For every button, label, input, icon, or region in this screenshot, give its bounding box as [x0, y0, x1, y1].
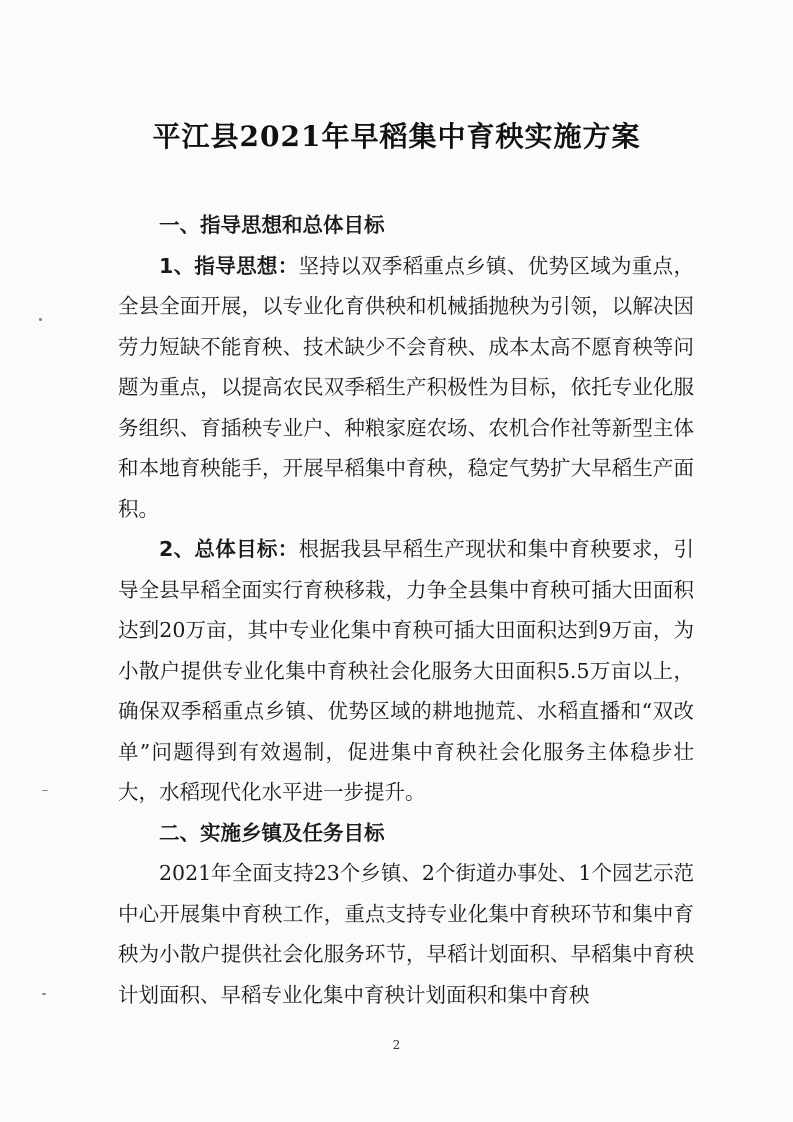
paragraph-lead: 1、指导思想：: [159, 253, 299, 278]
paragraph-implementation: 2021年全面支持23个乡镇、2个街道办事处、1个园艺示范中心开展集中育秧工作，重点支持专业化集中育秧环节和集中育秧为小散户提供社会化服务环节，早稻计划面积、早稻集中育秧计划面积、早稻专业化集中育秧计划面积和集中育秧: [118, 861, 694, 1007]
scan-mark: [42, 993, 46, 995]
scan-mark: [42, 790, 48, 791]
document-body: [118, 205, 694, 1015]
section-heading-1: 一、指导思想和总体目标: [159, 213, 385, 237]
paragraph-text: 坚持以双季稻重点乡镇、优势区域为重点，全县全面开展，以专业化育供秧和机械插抛秧为引领，以解决因劳力短缺不能育秧、技术缺少不会育秧、成本太高不愿育秧等问题为重点，以提高农民双季稻生产积极性为目标，依托专业化服务组织、育插秧专业户、种粮家庭农场、农机合作社等新型主体和本地育秧能手，开展早稻集中育秧，稳定气势扩大早稻生产面积。: [118, 253, 695, 521]
document-title: 平江县2021年早稻集中育秧实施方案: [152, 120, 641, 153]
paragraph-lead: 2、总体目标：: [159, 537, 299, 561]
paragraph-text: 根据我县早稻生产现状和集中育秧要求，引导全县早稻全面实行育秧移栽，力争全县集中育秧可插大田面积达到20万亩，其中专业化集中育秧可插大田面积达到9万亩，为小散户提供专业化集中育秧社会化服务大田面积5.5万亩以上，确保双季稻重点乡镇、优势区域的耕地抛荒、水稻直播和“双改单”问题得到有效遏制，促进集中育秧社会化服务主体稳步壮大，水稻现代化水平进一步提升。: [118, 537, 695, 804]
section-heading-2: 二、实施乡镇及任务目标: [159, 820, 385, 845]
page-number: 2: [392, 1038, 401, 1052]
paragraph-overall-goal: [118, 529, 694, 813]
paragraph-guiding-ideology: [118, 246, 694, 530]
scan-mark: [39, 318, 42, 321]
